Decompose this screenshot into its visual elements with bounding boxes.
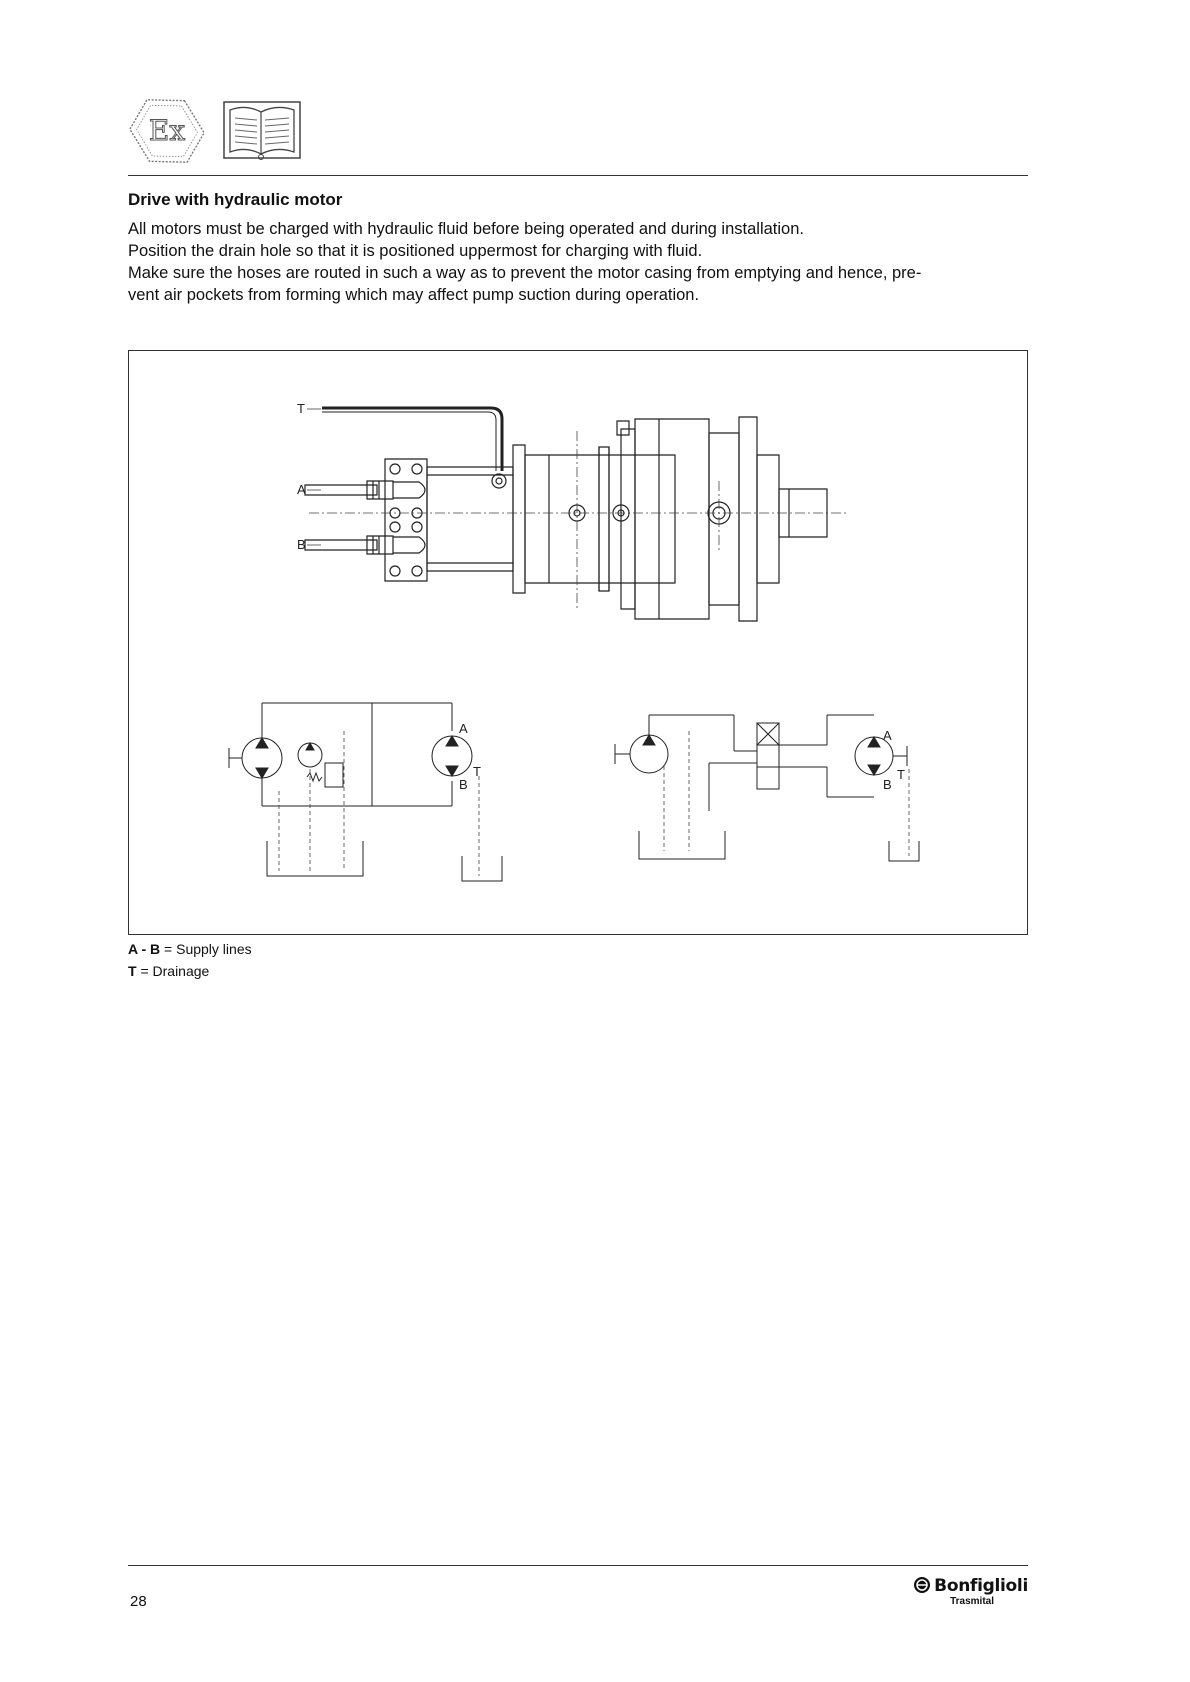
legend-key-drainage: T <box>128 963 137 979</box>
legend-item-drainage <box>128 963 209 979</box>
header-rule <box>128 175 1028 176</box>
hydraulic-motor-drawing <box>129 351 1029 936</box>
brand-sub: Trasmital <box>950 1596 994 1607</box>
drawing-label-b: B <box>297 537 306 552</box>
legend-item-supply <box>128 941 252 957</box>
brand-logo <box>913 1576 1028 1607</box>
schematic-left-b: B <box>459 777 468 792</box>
paragraph-1: All motors must be charged with hydraulic fluid before being operated and during installation. <box>128 220 804 238</box>
legend-text-drainage: = Drainage <box>136 963 210 979</box>
footer-rule <box>128 1565 1028 1566</box>
manual-book-icon <box>222 100 302 162</box>
figure-frame <box>128 350 1028 935</box>
ex-atex-icon <box>128 92 206 170</box>
brand-mark-icon <box>913 1576 931 1594</box>
legend-key-supply: A - B <box>128 941 161 957</box>
schematic-left-t: T <box>473 764 481 779</box>
paragraph-4: vent air pockets from forming which may affect pump suction during operation. <box>128 286 700 304</box>
page-number: 28 <box>130 1593 147 1610</box>
schematic-right <box>615 715 907 811</box>
brand-name: Bonfiglioli <box>934 1576 1028 1596</box>
schematic-right-b: B <box>883 777 892 792</box>
schematic-left-a: A <box>459 721 468 736</box>
legend-text-supply: = Supply lines <box>160 941 252 957</box>
section-title: Drive with hydraulic motor <box>128 190 343 209</box>
ex-symbol-text: Ex <box>148 114 186 147</box>
paragraph-2: Position the drain hole so that it is positioned uppermost for charging with fluid. <box>128 242 703 260</box>
drawing-label-a: A <box>297 482 306 497</box>
schematic-left <box>229 703 472 806</box>
schematic-right-t: T <box>897 767 905 782</box>
schematic-right-a: A <box>883 728 892 743</box>
paragraph-3: Make sure the hoses are routed in such a way as to prevent the motor casing from emptying and hence, pre- <box>128 264 922 282</box>
drawing-label-t: T <box>297 401 305 416</box>
